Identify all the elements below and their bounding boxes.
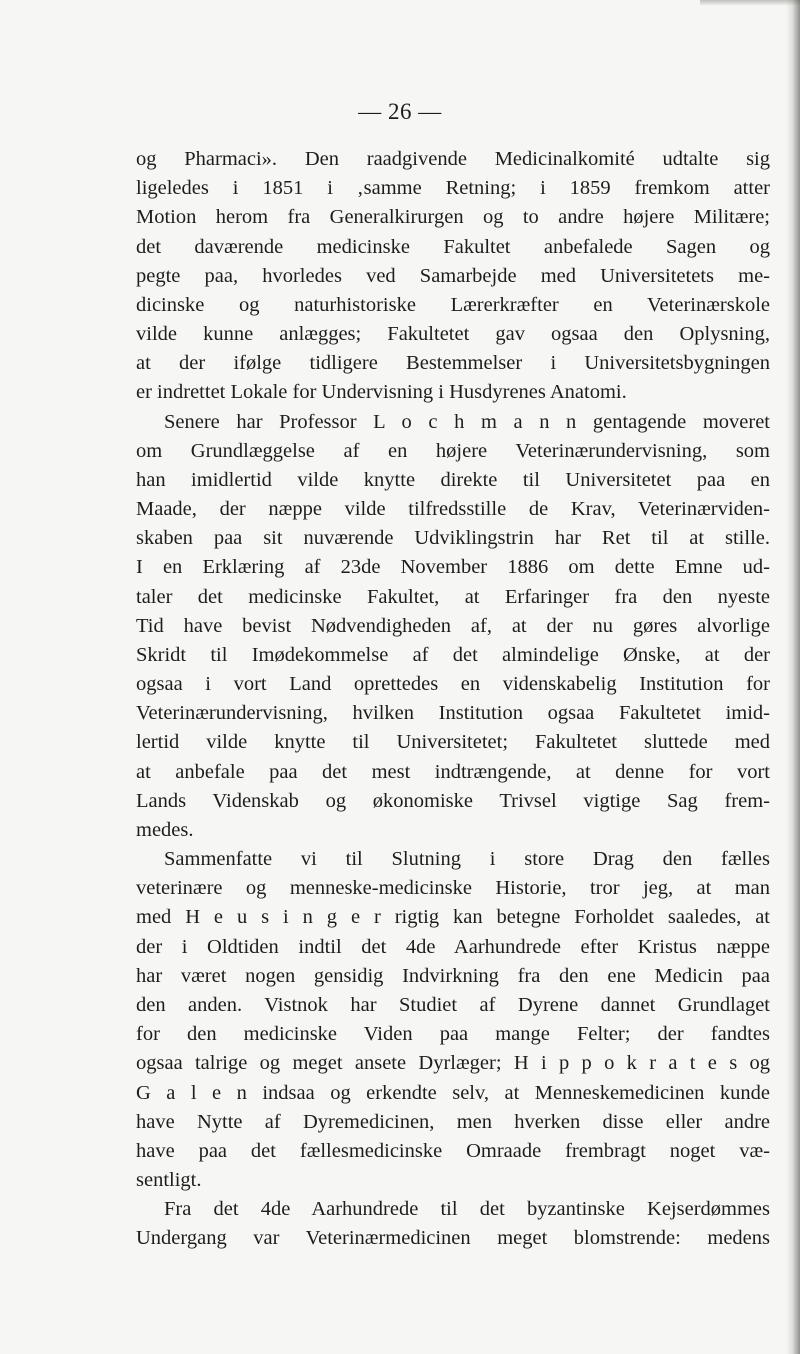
text-line: vilde kunne anlægges; Fakultetet gav ogsaa den Oplysning, [136, 323, 770, 346]
text-line: Maade, der næppe vilde tilfredsstille de Krav, Veterinærviden- [136, 498, 770, 521]
text-line: Sammenfatte vi til Slutning i store Drag den fælles [164, 848, 770, 871]
text-line: sentligt. [136, 1169, 202, 1192]
text-line: der i Oldtiden indtil det 4de Aarhundrede efter Kristus næppe [136, 935, 770, 958]
text-line: Fra det 4de Aarhundrede til det byzantinske Kejserdømmes [164, 1198, 770, 1221]
text-line: er indrettet Lokale for Undervisning i Husdyrenes Anatomi. [136, 381, 627, 404]
text-line: han imidlertid vilde knytte direkte til Universitetet paa en [136, 468, 770, 491]
text-line: Motion herom fra Generalkirurgen og to andre højere Militære; [136, 206, 770, 229]
text-line: have paa det fællesmedicinske Omraade frembragt noget væ- [136, 1139, 770, 1162]
text-line: har været nogen gensidig Indvirkning fra den ene Medicin paa [136, 964, 770, 987]
text-line: Undergang var Veterinærmedicinen meget blomstrende: medens [136, 1227, 770, 1250]
text-line: det daværende medicinske Fakultet anbefalede Sagen og [136, 235, 770, 258]
paragraph [136, 845, 770, 1195]
text-line: dicinske og naturhistoriske Lærerkræfter en Veterinærskole [136, 293, 770, 316]
text-line: veterinære og menneske-medicinske Historie, tror jeg, at man [136, 877, 770, 900]
paragraph [136, 1195, 770, 1253]
paragraph [136, 408, 770, 846]
body-text [136, 145, 770, 1254]
text-line: Senere har Professor L o c h m a n n gentagende moveret [164, 410, 770, 433]
text-line: taler det medicinske Fakultet, at Erfaringer fra den nyeste [136, 585, 770, 608]
text-line: Tid have bevist Nødvendigheden af, at der nu gøres alvorlige [136, 614, 770, 637]
text-line: lertid vilde knytte til Universitetet; Fakultetet sluttede med [136, 731, 770, 754]
text-line: have Nytte af Dyremedicinen, men hverken disse eller andre [136, 1110, 770, 1133]
text-line: at anbefale paa det mest indtrængende, at denne for vort [136, 760, 770, 783]
text-line: Lands Videnskab og økonomiske Trivsel vigtige Sag frem- [136, 789, 770, 812]
text-line: og Pharmaci». Den raadgivende Medicinalkomité udtalte sig [136, 148, 770, 170]
text-line: Veterinærundervisning, hvilken Institution ogsaa Fakultetet imid- [136, 702, 770, 725]
page-edge-shadow [786, 0, 800, 1354]
text-line: med H e u s i n g e r rigtig kan betegne Forholdet saaledes, at [136, 906, 770, 929]
text-line: G a l e n indsaa og erkendte selv, at Menneskemedicinen kunde [136, 1081, 770, 1104]
text-line: ogsaa talrige og meget ansete Dyrlæger; H i p p o k r a t e s og [136, 1052, 770, 1075]
text-line: I en Erklæring af 23de November 1886 om dette Emne ud- [136, 556, 770, 579]
text-line: om Grundlæggelse af en højere Veterinærundervisning, som [136, 439, 770, 462]
page-edge-shadow-top [700, 0, 800, 6]
text-line: skaben paa sit nuværende Udviklingstrin har Ret til at stille. [136, 527, 770, 550]
text-line: Skridt til Imødekommelse af det almindelige Ønske, at der [136, 643, 770, 666]
text-line: for den medicinske Viden paa mange Felter; der fandtes [136, 1023, 770, 1046]
text-line: ogsaa i vort Land oprettedes en videnskabelig Institution for [136, 673, 770, 696]
paragraph [136, 145, 770, 408]
text-line: ligeledes i 1851 i ‚samme Retning; i 1859 fremkom atter [136, 177, 770, 200]
text-line: den anden. Vistnok har Studiet af Dyrene dannet Grundlaget [136, 993, 770, 1016]
text-line: pegte paa, hvorledes ved Samarbejde med Universitetets me- [136, 264, 770, 287]
text-line: at der ifølge tidligere Bestemmelser i Universitetsbygningen [136, 352, 770, 375]
text-line: medes. [136, 818, 194, 841]
page-number: — 26 — [358, 99, 442, 124]
